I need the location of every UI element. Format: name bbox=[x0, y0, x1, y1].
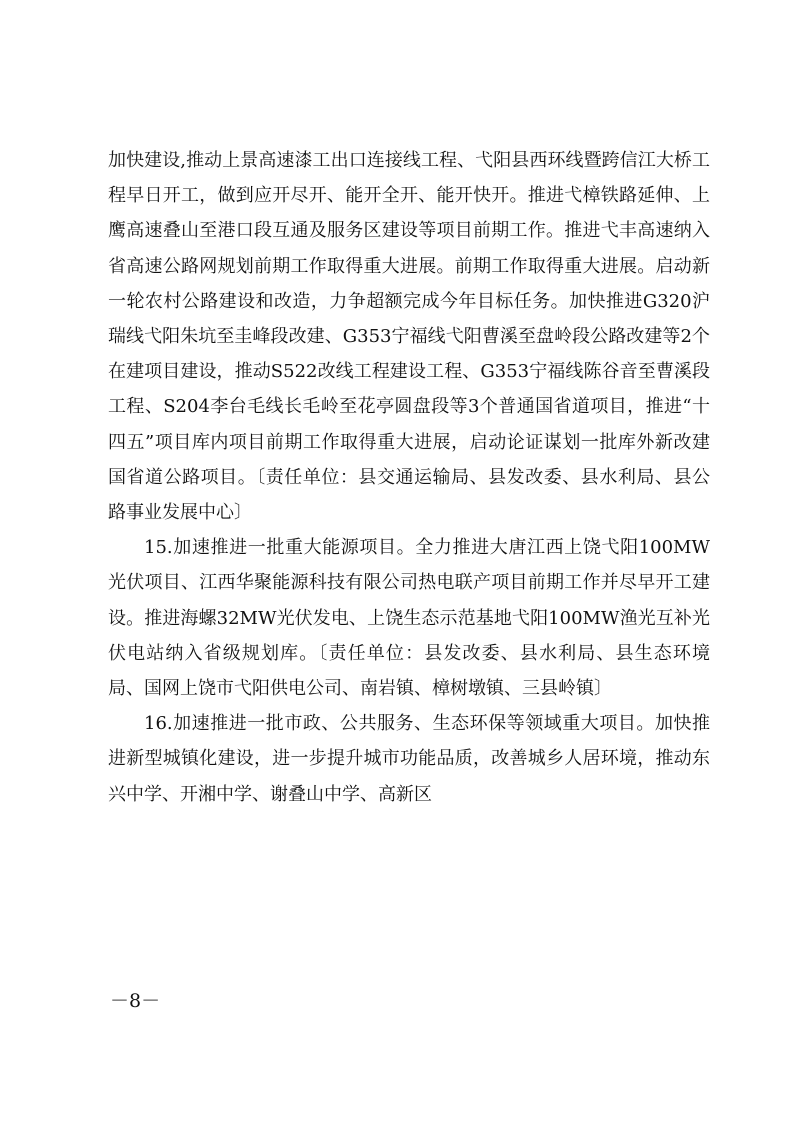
document-body bbox=[108, 143, 710, 812]
paragraph-municipal-projects: 16.加速推进一批市政、公共服务、生态环保等领域重大项目。加快推进新型城镇化建设，进一步提升城市功能品质，改善城乡人居环境，推动东兴中学、开湘中学、谢叠山中学、高新区 bbox=[108, 713, 710, 805]
paragraph-energy-projects: 15.加速推进一批重大能源项目。全力推进大唐江西上饶弋阳100MW光伏项目、江西华聚能源科技有限公司热电联产项目前期工作并尽早开工建设。推进海螺32MW光伏发电、上饶生态示范基地弋阳100MW渔光互补光伏电站纳入省级规划库。〔责任单位：县发改委、县水利局、县生态环境局、国网上饶市弋阳供电公司、南岩镇、樟树墩镇、三县岭镇〕 bbox=[108, 537, 710, 700]
paragraph-transport-projects: 加快建设,推动上景高速漆工出口连接线工程、弋阳县西环线暨跨信江大桥工程早日开工，做到应开尽开、能开全开、能开快开。推进弋樟铁路延伸、上鹰高速叠山至港口段互通及服务区建设等项目前期工作。推进弋丰高速纳入省高速公路网规划前期工作取得重大进展。前期工作取得重大进展。启动新一轮农村公路建设和改造，力争超额完成今年目标任务。加快推进G320沪瑞线弋阳朱坑至圭峰段改建、G353宁福线弋阳曹溪至盘岭段公路改建等2个在建项目建设，推动S522改线工程建设工程、G353宁福线陈谷音至曹溪段工程、S204李台毛线长毛岭至花亭圆盘段等3个普通国省道项目，推进“十四五”项目库内项目前期工作取得重大进展，启动论证谋划一批库外新改建国省道公路项目。〔责任单位：县交通运输局、县发改委、县水利局、县公路事业发展中心〕 bbox=[108, 150, 710, 524]
page-number: －8－ bbox=[110, 990, 161, 1012]
